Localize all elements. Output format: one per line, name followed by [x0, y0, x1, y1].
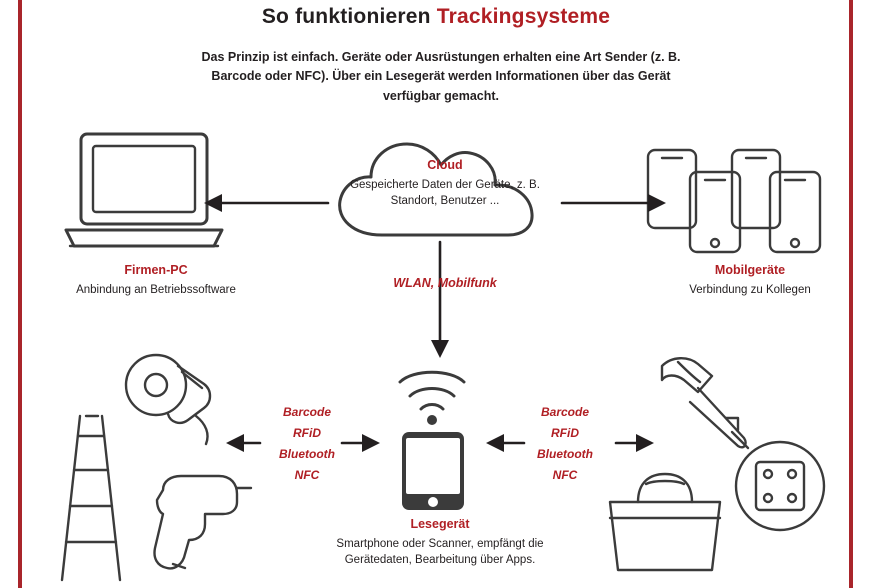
- tech-right-item-2: Bluetooth: [537, 447, 593, 461]
- cloud-label-group: [330, 132, 560, 252]
- cloud-title: Cloud: [427, 158, 463, 172]
- tech-right-item-3: NFC: [552, 468, 578, 482]
- mobile-subtitle: Verbindung zu Kollegen: [689, 284, 811, 297]
- tech-list-left: [252, 402, 362, 486]
- tech-left-item-1: RFiD: [293, 426, 321, 440]
- cloud-subtitle: Gespeicherte Daten der Geräte, z. B. Standort, Benutzer ...: [350, 179, 540, 208]
- tech-right-item-1: RFiD: [551, 426, 579, 440]
- page-title-plain: So funktionieren: [261, 5, 437, 28]
- valve-icon: [718, 412, 838, 542]
- pc-subtitle: Anbindung an Betriebssoftware: [76, 284, 236, 297]
- page-subtitle: Das Prinzip ist einfach. Geräte oder Ausrüstungen erhalten eine Art Sender (z. B. Barcode oder NFC). Über ein Lesegerät werden Informationen über das Gerät verfügbar gemacht.: [201, 50, 681, 103]
- tech-left-item-2: Bluetooth: [279, 447, 335, 461]
- left-red-rule: [18, 0, 22, 588]
- mobile-title: Mobilgeräte: [714, 263, 786, 277]
- wlan-label-text: WLAN, Mobilfunk: [393, 276, 497, 290]
- tech-left-item-3: NFC: [294, 468, 320, 482]
- page-title-accent: Trackingsysteme: [436, 5, 611, 28]
- reader-label-group: [310, 516, 570, 568]
- arrow-cloud-to-mobile: [560, 188, 670, 218]
- pc-title: Firmen-PC: [124, 263, 188, 277]
- reader-subtitle: Smartphone oder Scanner, empfängt die Gerätedaten, Bearbeitung über Apps.: [336, 538, 544, 567]
- tech-right-item-0: Barcode: [540, 405, 590, 419]
- arrow-cloud-to-pc: [200, 188, 330, 218]
- pc-label-group: [36, 262, 276, 298]
- reader-title: Lesegerät: [410, 517, 470, 531]
- tech-left-item-0: Barcode: [282, 405, 332, 419]
- drill-icon: [145, 468, 255, 583]
- wlan-label: [340, 275, 550, 291]
- tool-bag-icon: [600, 466, 730, 576]
- reader-device-icon: [380, 358, 490, 513]
- ladder-icon: [58, 410, 136, 585]
- arrow-cloud-to-reader: [425, 240, 455, 360]
- page-title: [0, 5, 872, 29]
- mobile-label-group: [640, 262, 860, 298]
